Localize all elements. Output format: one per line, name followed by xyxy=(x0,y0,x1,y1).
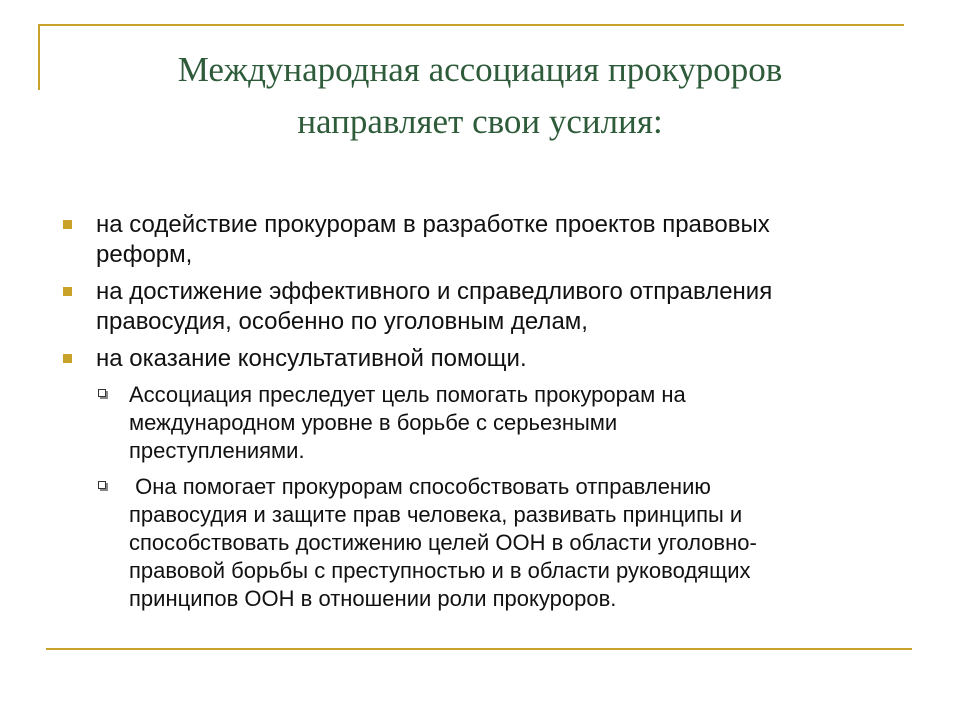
sub-bullet-1-line-1: Ассоциация преследует цель помогать прокурорам на xyxy=(129,382,686,407)
sub-bullet-item-2 xyxy=(60,473,910,613)
slide-title xyxy=(60,44,900,148)
slide-content xyxy=(60,210,910,621)
bullet-3-line-1: на оказание консультативной помощи. xyxy=(96,345,527,372)
title-line-1: Международная ассоциация прокуроров xyxy=(177,50,783,89)
sub-bullet-1-line-3: преступлениями. xyxy=(129,438,305,463)
sub-bullet-2-line-2: правосудия и защите прав человека, развивать принципы и xyxy=(129,502,743,527)
bullet-item-2 xyxy=(60,277,910,337)
bullet-item-3 xyxy=(60,344,910,374)
bullet-item-1 xyxy=(60,210,910,270)
sub-bullet-item-1 xyxy=(60,381,910,465)
frame-bottom-line xyxy=(46,648,912,650)
square-bullet-icon xyxy=(63,287,72,296)
frame-left-line xyxy=(38,24,40,90)
sub-bullet-2-line-3: способствовать достижению целей ООН в области уголовно- xyxy=(129,530,757,555)
title-line-2: направляет свои усилия: xyxy=(297,102,663,141)
sub-bullet-2-line-1: Она помогает прокурорам способствовать отправлению xyxy=(129,474,711,499)
hollow-square-bullet-icon xyxy=(98,389,106,397)
bullet-1-line-2: реформ, xyxy=(96,241,193,268)
sub-bullet-2-line-5: принципов ООН в отношении роли прокуроров. xyxy=(129,586,617,611)
square-bullet-icon xyxy=(63,354,72,363)
bullet-1-line-1: на содействие прокурорам в разработке проектов правовых xyxy=(96,211,770,238)
sub-bullet-1-line-2: международном уровне в борьбе с серьезными xyxy=(129,410,618,435)
bullet-2-line-2: правосудия, особенно по уголовным делам, xyxy=(96,308,588,335)
hollow-square-bullet-icon xyxy=(98,481,106,489)
square-bullet-icon xyxy=(63,220,72,229)
bullet-2-line-1: на достижение эффективного и справедливого отправления xyxy=(96,278,773,305)
sub-bullet-2-line-4: правовой борьбы с преступностью и в области руководящих xyxy=(129,558,751,583)
frame-top-line xyxy=(38,24,904,26)
